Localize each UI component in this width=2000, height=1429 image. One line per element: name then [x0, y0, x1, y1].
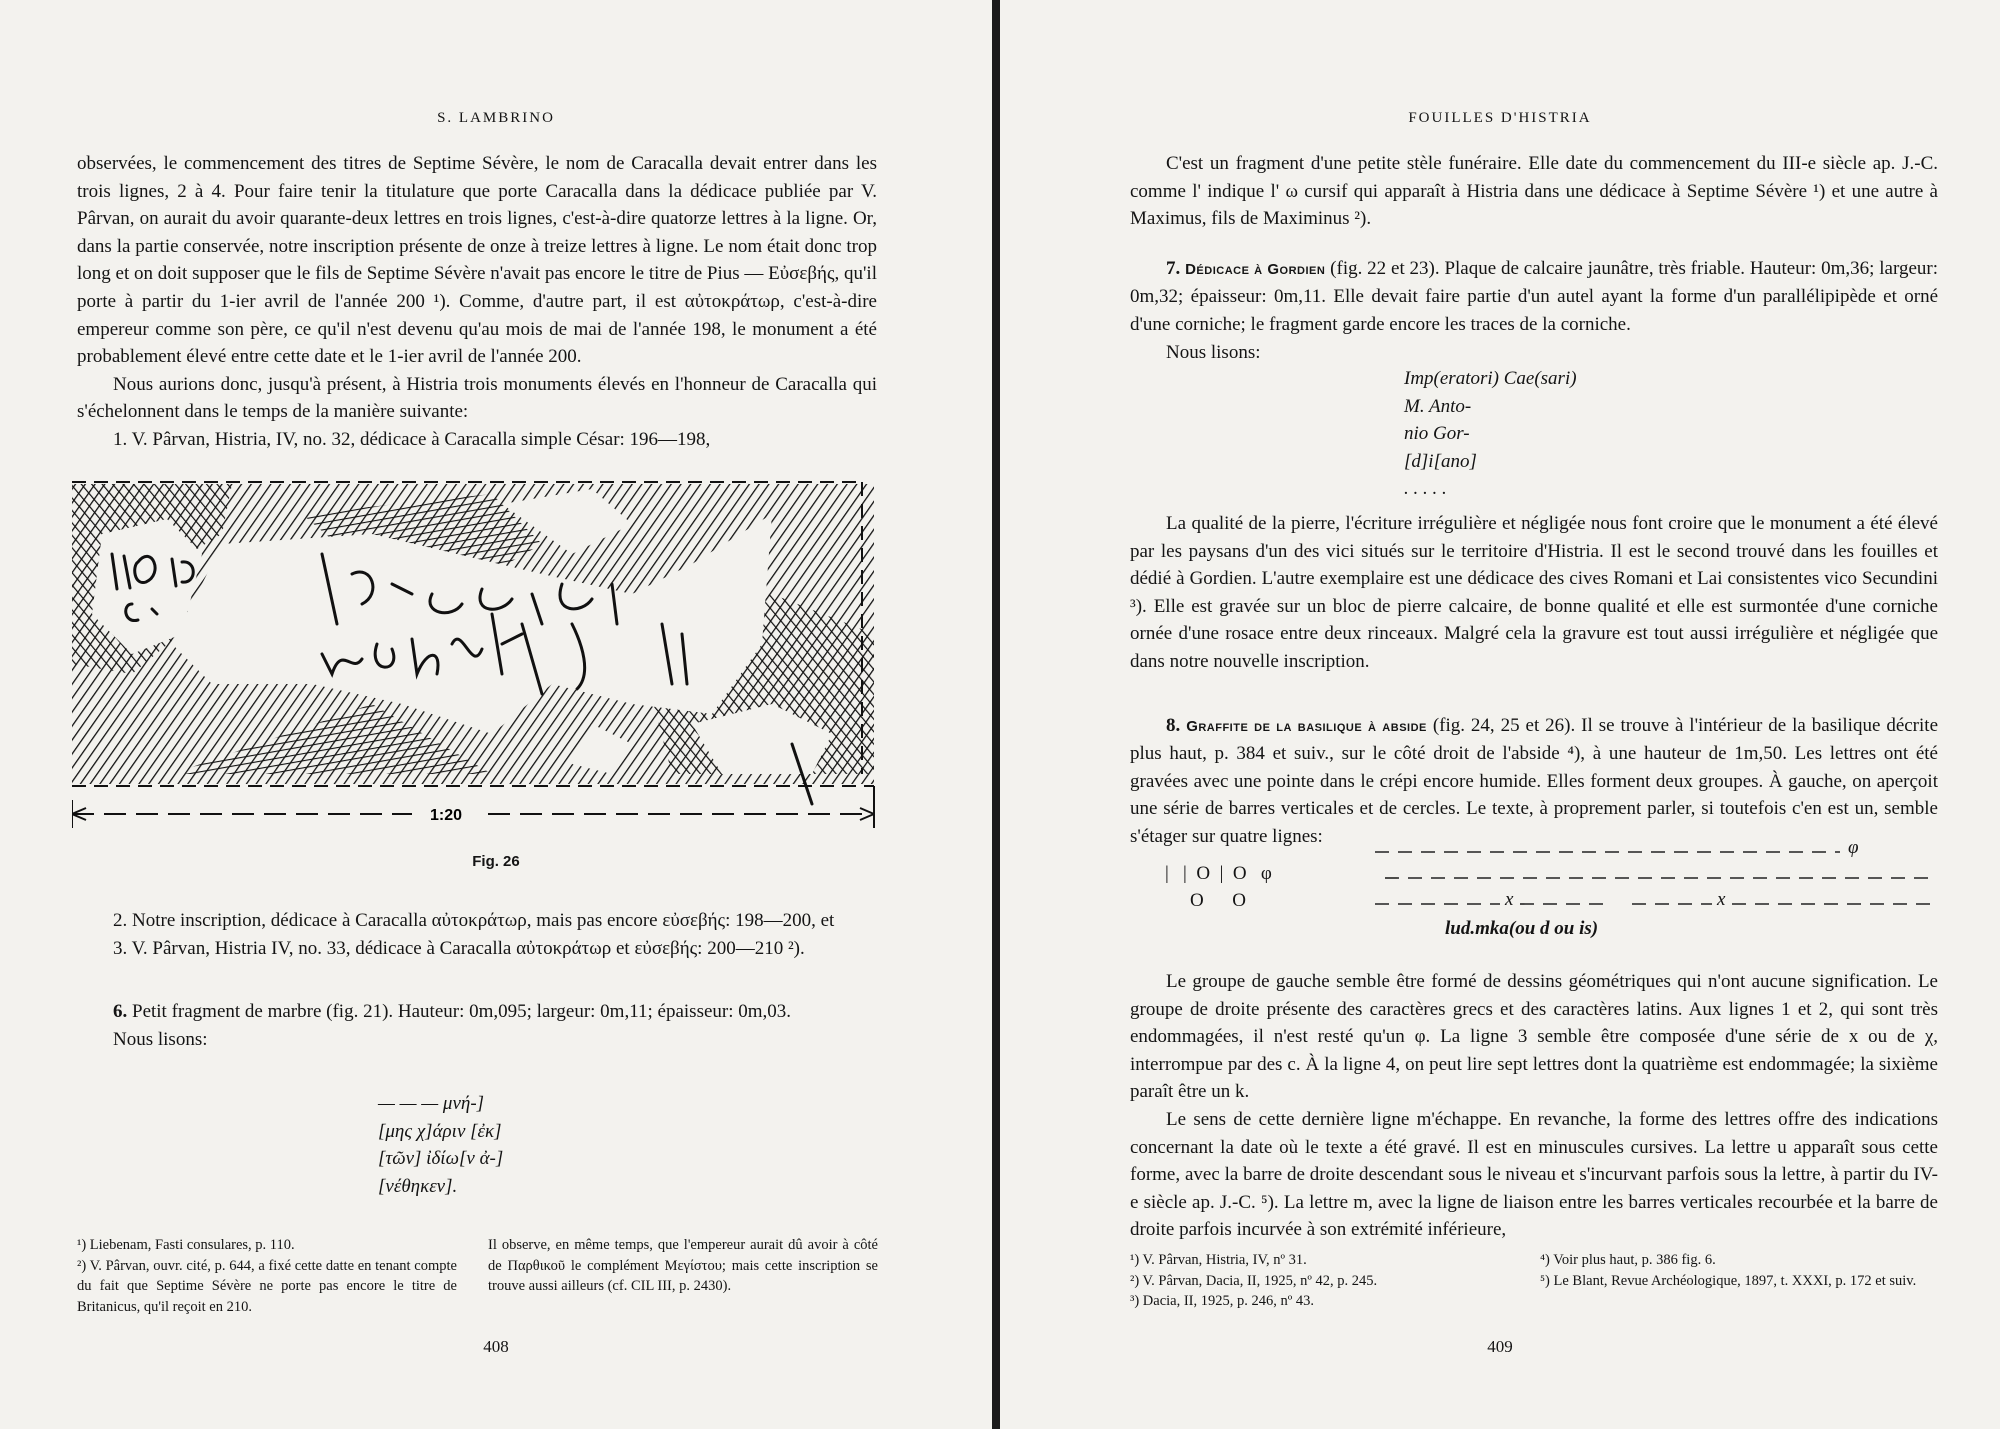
footnote: ²) V. Pârvan, ouvr. cité, p. 644, a fixé cette datte en tenant compte du fait que Septime Sévère ne porte pas encore le titre de Britanicus, qu'il reçoit en 210.: [77, 1257, 457, 1315]
graffito-row4: lud.mka(ou d ou is): [1445, 918, 1599, 939]
graffito-x-mark: x: [1717, 889, 1726, 910]
left-body-mid: [77, 907, 877, 1053]
inscription-line: [τῶν] ἰδίω[ν ἀ-]: [378, 1148, 504, 1169]
footnote: ⁴) Voir plus haut, p. 386 fig. 6.: [1540, 1252, 1716, 1268]
running-head-right: FOUILLES D'HISTRIA: [1408, 110, 1592, 126]
paragraph: Le sens de cette dernière ligne m'échappe. En revanche, la forme des lettres offre des indications concernant la date où le texte a été gravé. Il est en minuscules cursives. La lettre u apparaît sous cette forme, avec la barre de droite descendant sous le niveau et s'incurvant parfois sous la lettre, à partir du IV-e siècle ap. J.-C. ⁵). La lettre m, avec la ligne de liaison entre les barres verticales recourbée et la barre de droite parfois incurvée à son extrémité inférieure,: [1130, 1108, 1938, 1241]
paragraph: 1. V. Pârvan, Histria, IV, no. 32, dédicace à Caracalla simple César: 196—198,: [113, 428, 711, 450]
figure-caption: Fig. 26: [472, 853, 520, 870]
paragraph: 2. Notre inscription, dédicace à Caracalla αὐτοκράτωρ, mais pas encore εὐσεβής: 198—200, et: [113, 910, 835, 931]
latin-inscription: [1404, 365, 1577, 503]
figure-26: [72, 474, 884, 844]
inscription-line: . . . . .: [1404, 478, 1447, 499]
entry-text: (fig. 24, 25 et 26). Il se trouve à l'intérieur de la basilique décrite plus haut, p. 384 et suiv., sur le côté droit de l'abside ⁴), à une hauteur de 1m,50. Les lettres ont été gravées avec une pointe dans le crépi encore humide. Elles forment deux groupes. À gauche, on aperçoit une série de barres verticales et de cercles. Le texte, à proprement parler, si toutefois c'en est un, semble s'étager sur quatre lignes:: [1130, 714, 1939, 847]
entry-number: 7.: [1166, 257, 1181, 279]
inscription-line: [μης χ]άριν [ἐκ]: [378, 1120, 502, 1142]
right-body-mid: [1130, 510, 1938, 851]
graffito-row1-symbol: φ: [1848, 837, 1859, 858]
page-number-right: 409: [1487, 1337, 1513, 1356]
entry-8: [1130, 712, 1938, 851]
entry-text: (fig. 22 et 23). Plaque de calcaire jaunâtre, très friable. Hauteur: 0m,36; largeur: 0m,32; épaisseur: 0m,11. Elle devait faire partie d'un autel ayant la forme d'un parallélipipède et orné d'une corniche; le fragment garde encore les traces de la corniche.: [1130, 257, 1939, 335]
footnote: ¹) V. Pârvan, Histria, IV, nº 31.: [1130, 1252, 1307, 1268]
entry-number: 6.: [113, 1001, 128, 1023]
paragraph: Le groupe de gauche semble être formé de dessins géométriques qui n'ont aucune signification. Le groupe de droite présente des caractères grecs et des caractères latins. Aux lignes 1 et 2, qui sont très endommagées, il n'est resté qu'un φ. La ligne 3 semble être composée d'une série de x ou de χ, interrompue par des c. À la ligne 4, on peut lire sept lettres dont la quatrième est endommagée; la sixième paraît être un k.: [1130, 971, 1938, 1103]
inscription-line: [νέθηκεν].: [378, 1175, 458, 1197]
nous-lisons: Nous lisons:: [1166, 341, 1261, 363]
right-body-bottom: [1130, 968, 1938, 1244]
left-page: [0, 0, 992, 1429]
entry-text: Petit fragment de marbre (fig. 21). Hauteur: 0m,095; largeur: 0m,11; épaisseur: 0m,03.: [132, 1001, 792, 1023]
running-head-left: S. LAMBRINO: [437, 110, 555, 126]
inscription-line: M. Anto-: [1404, 395, 1472, 417]
right-page: [1000, 0, 2000, 1429]
inscription-line: [d]i[ano]: [1404, 450, 1477, 472]
entry-title: Dédicace à Gordien: [1185, 260, 1326, 278]
footnotes-right-col1: [1130, 1250, 1530, 1312]
graffito-transcription: [1000, 837, 2000, 960]
book-gutter: [992, 0, 1000, 1429]
graffito-row2-left: | | O | O φ: [1165, 863, 1272, 884]
paragraph: La qualité de la pierre, l'écriture irrégulière et négligée nous font croire que le monument a été élevé par les paysans d'un des vici situés sur le territoire d'Histria. Il est le second trouvé dans les fouilles et dédié à Gordien. L'autre exemplaire est une dédicace des cives Romani et Lai consistentes vico Secundini ³). Elle est gravée sur un bloc de pierre calcaire, de bonne qualité et elle est surmontée d'une corniche ornée d'une rosace entre deux rinceaux. Malgré cela la gravure est tout aussi irrégulière et négligée que dans notre nouvelle inscription.: [1130, 513, 1938, 672]
right-body-top: [1130, 150, 1938, 366]
nous-lisons: Nous lisons:: [113, 1028, 208, 1050]
footnotes-right-col2: [1540, 1250, 1938, 1291]
graffito-row3-left: O O: [1190, 890, 1246, 911]
footnotes-left-col1: [77, 1235, 457, 1317]
footnote: ³) Dacia, II, 1925, p. 246, nº 43.: [1130, 1293, 1315, 1309]
left-body-top: [77, 150, 877, 454]
footnotes-left-col2: [488, 1235, 878, 1297]
entry-title: Graffite de la basilique à abside: [1186, 717, 1427, 735]
entry-7: [1130, 255, 1938, 339]
graffito-drawing: [72, 474, 884, 844]
paragraph: observées, le commencement des titres de Septime Sévère, le nom de Caracalla devait entrer dans les trois lignes, 2 à 4. Pour faire tenir la titulature que porte Caracalla dans la dédicace publiée par V. Pârvan, on aurait du avoir quarante-deux lettres en trois lignes, c'est-à-dire quatorze lettres à la ligne. Or, dans la partie conservée, notre inscription présente de onze à treize lettres à ligne. Le nom était donc trop long et on doit supposer que le fils de Septime Sévère n'avait pas encore le titre de Pius — Εὐσεβής, qu'il porte à partir du 1-ier avril de l'année 200 ¹). Comme, d'autre part, il est αὐτοκράτωρ, c'est-à-dire empereur comme son père, ce qu'il n'est devenu qu'au mois de mai de l'année 198, le monument a été probablement élevé entre cette date et le 1-ier avril de l'année 200.: [77, 153, 877, 368]
inscription-line: Imp(eratori) Cae(sari): [1404, 368, 1577, 389]
paragraph: Nous aurions donc, jusqu'à présent, à Histria trois monuments élevés en l'honneur de Caracalla qui s'échelonnent dans le temps de la manière suivante:: [77, 373, 877, 423]
greek-inscription: [378, 1090, 503, 1200]
entry-6: [77, 998, 877, 1026]
page-number-left: 408: [483, 1337, 509, 1356]
footnote: ²) V. Pârvan, Dacia, II, 1925, nº 42, p. 245.: [1130, 1272, 1378, 1289]
inscription-line: — — — μνή-]: [378, 1093, 485, 1114]
graffito-x-mark: x: [1505, 889, 1514, 910]
paragraph: 3. V. Pârvan, Histria IV, no. 33, dédicace à Caracalla αὐτοκράτωρ et εὐσεβής: 200—210 ²).: [113, 937, 805, 959]
entry-number: 8.: [1166, 714, 1181, 736]
footnote: ¹) Liebenam, Fasti consulares, p. 110.: [77, 1237, 295, 1253]
footnote: Il observe, en même temps, que l'empereur aurait dû avoir à côté de Παρθικοῦ le complément Μεγίστου; mais cette inscription se trouve aussi ailleurs (cf. CIL III, p. 2430).: [488, 1237, 878, 1294]
inscription-line: nio Gor-: [1404, 423, 1470, 444]
footnote: ⁵) Le Blant, Revue Archéologique, 1897, t. XXXI, p. 172 et suiv.: [1540, 1272, 1917, 1289]
figure-scale: 1:20: [429, 807, 463, 824]
paragraph: C'est un fragment d'une petite stèle funéraire. Elle date du commencement du III-e siècle ap. J.-C. comme l' indique l' ω cursif qui apparaît à Histria dans une dédicace à Septime Sévère ¹) et une autre à Maximus, fils de Maximinus ²).: [1130, 153, 1938, 230]
